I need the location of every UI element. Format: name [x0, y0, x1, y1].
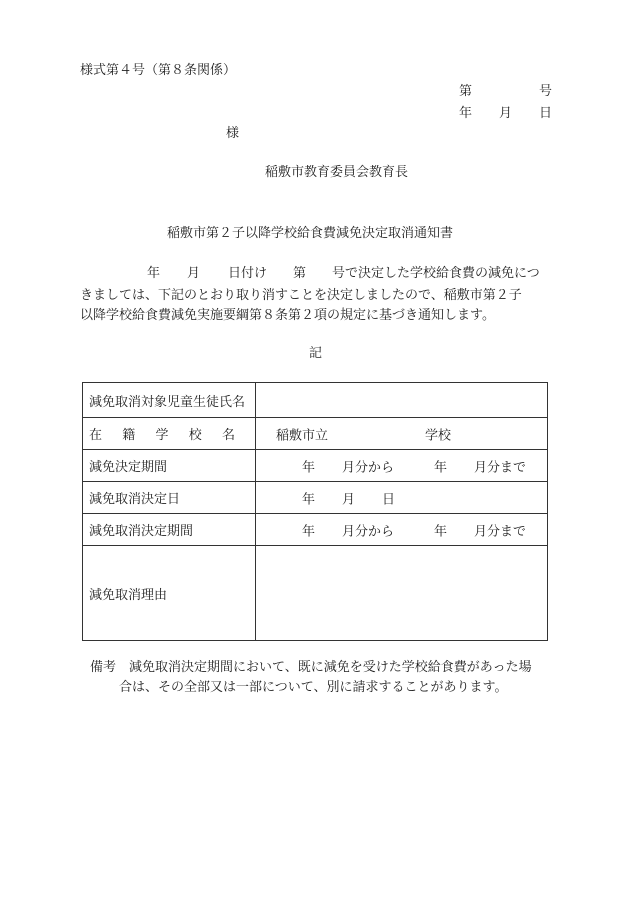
body-line-1 [0, 266, 630, 282]
cancel-from-year: 年 [302, 524, 316, 539]
school-label-char: 名 [221, 428, 235, 443]
school-label-char: 学 [155, 428, 169, 443]
decision-period-value [256, 450, 548, 482]
body-rest: 号で決定した学校給食費の減免につ [332, 266, 540, 281]
form-number: 様式第４号（第８条関係） [80, 63, 237, 78]
row-decision-period [83, 450, 548, 482]
sender-name: 稲敷市教育委員会教育長 [265, 165, 409, 180]
school-label-char: 籍 [122, 428, 136, 443]
cancel-to-month: 月分まで [474, 524, 527, 539]
note-label: 備考 [90, 660, 117, 675]
student-name-label: 減免取消対象児童生徒氏名 [83, 383, 256, 418]
note-line-2: 合は、その全部又は一部について、別に請求することがあります。 [119, 680, 508, 695]
document-title: 稲敷市第２子以降学校給食費減免決定取消通知書 [167, 226, 454, 241]
school-suffix: 学校 [425, 428, 452, 443]
date-month: 月 [499, 106, 513, 121]
addressee-honorific: 様 [226, 126, 240, 141]
school-label-char: 在 [89, 428, 103, 443]
cancel-date-day: 日 [382, 492, 396, 507]
cancel-to-year: 年 [434, 524, 448, 539]
cancel-period-label: 減免取消決定期間 [83, 514, 256, 546]
row-school [83, 418, 548, 450]
body-line-3: 以降学校給食費減免実施要綱第８条第２項の規定に基づき通知します。 [80, 308, 495, 323]
school-value [256, 418, 548, 450]
cancel-period-value [256, 514, 548, 546]
row-cancel-period [83, 514, 548, 546]
school-label [83, 418, 256, 450]
school-label-char: 校 [188, 428, 202, 443]
cancel-date-month: 月 [342, 492, 356, 507]
body-no: 第 [293, 266, 307, 281]
decision-from-month: 月分から [342, 460, 395, 475]
details-table [82, 382, 548, 641]
decision-to-year: 年 [434, 460, 448, 475]
date-year: 年 [459, 106, 473, 121]
decision-from-year: 年 [302, 460, 316, 475]
body-line-2: きましては、下記のとおり取り消すことを決定しましたので、稲敷市第２子 [80, 288, 522, 303]
decision-period-label: 減免決定期間 [83, 450, 256, 482]
doc-number-suffix: 号 [539, 84, 553, 99]
cancel-date-value [256, 482, 548, 514]
reason-label: 減免取消理由 [83, 546, 256, 641]
reason-value [256, 546, 548, 641]
row-student-name [83, 383, 548, 418]
cancel-date-year: 年 [302, 492, 316, 507]
school-city: 稲敷市立 [276, 428, 329, 443]
decision-to-month: 月分まで [474, 460, 527, 475]
date-day: 日 [539, 106, 553, 121]
student-name-value [256, 383, 548, 418]
doc-number-prefix: 第 [459, 84, 473, 99]
row-cancel-date [83, 482, 548, 514]
body-month: 月 [187, 266, 201, 281]
body-year: 年 [147, 266, 161, 281]
ki-heading: 記 [309, 346, 323, 361]
note-text-1: 減免取消決定期間において、既に減免を受けた学校給食費があった場 [129, 660, 532, 675]
cancel-date-label: 減免取消決定日 [83, 482, 256, 514]
cancel-from-month: 月分から [342, 524, 395, 539]
body-dated: 日付け [228, 266, 268, 281]
row-reason [83, 546, 548, 641]
note-line-1 [90, 658, 532, 678]
